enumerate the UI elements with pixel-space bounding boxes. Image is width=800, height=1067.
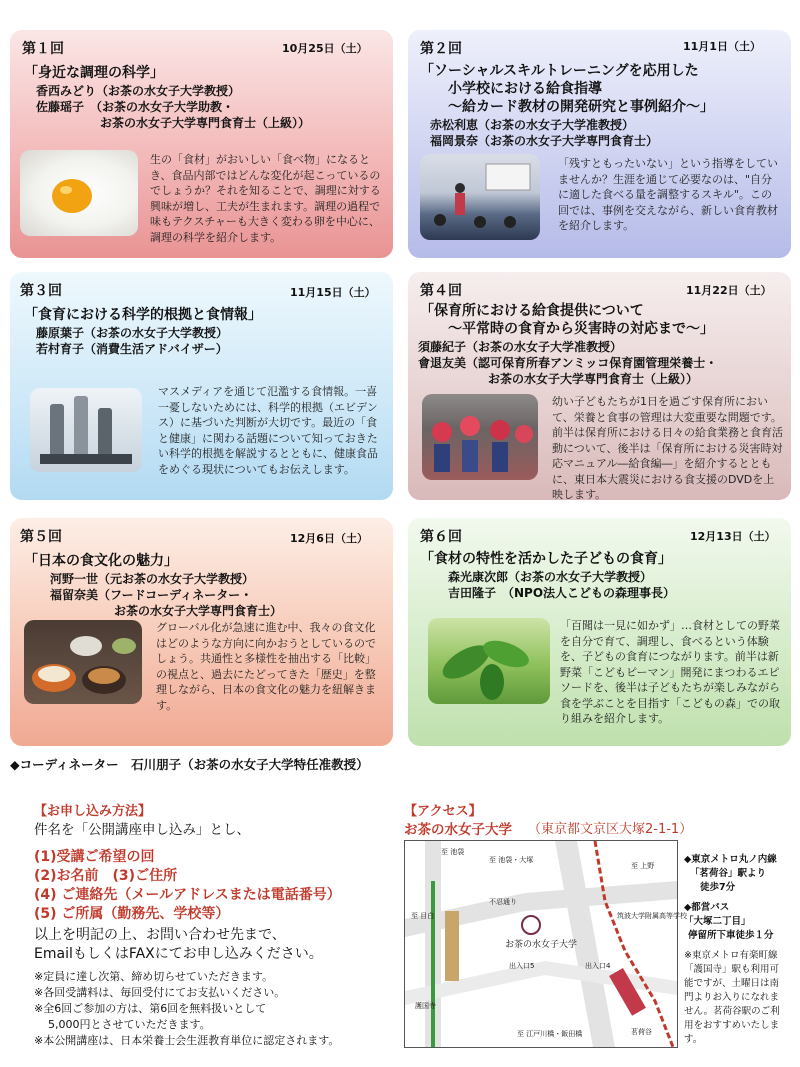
application-item-2: (2)お名前 (3)ご住所 [34, 868, 178, 884]
map-label: 護国寺 [415, 1002, 436, 1010]
speaker: 福岡景奈（お茶の水女子大学専門食育士） [430, 134, 659, 148]
session-title: 「保育所における給食提供について [420, 303, 644, 319]
access-address: （東京都文京区大塚2-1-1） [528, 822, 693, 837]
session-date: 11月15日（土） [290, 286, 376, 299]
session-title: ～給カード教材の開発研究と事例紹介～」 [448, 99, 714, 115]
speaker: 森光康次郎（お茶の水女子大学教授） [448, 570, 653, 584]
direction-line: ◆東京メトロ丸ノ内線 [684, 854, 777, 865]
access-note: 門よりお入りになれま [684, 992, 780, 1003]
access-note: ※東京メトロ有楽町線 [684, 950, 778, 961]
access-heading: 【アクセス】 [404, 804, 482, 819]
microscope-icon [30, 388, 142, 472]
session-date: 10月25日（土） [282, 42, 368, 55]
coordinator: ◆コーディネーター 石川朋子（お茶の水女子大学特任准教授） [10, 757, 369, 772]
session-number: 第４回 [420, 283, 462, 299]
session-date: 11月22日（土） [686, 284, 772, 297]
egg-yolk-icon [20, 150, 138, 236]
microscope-photo [30, 388, 142, 472]
map-label: 至 池袋 [441, 848, 465, 856]
meal-icon [24, 620, 142, 704]
session-description: 「残すともったいない」という指導をしていませんか？生涯を通じて必要なのは、"自分に適した食べる量を調整するスキル"。この回では、事例を交えながら、新しい食育教材を紹介します。 [558, 157, 778, 232]
session-description: グローバル化が急速に進む中、我々の食文化はどのような方向に向かおうとしているのでしょう。共通性と多様性を抽出する「比較」の視点と、過去にたどってきた「歴史」を整理しながら、日本の食文化の魅力を紐解きます。 [156, 621, 376, 712]
speaker: お茶の水女子大学専門食育士（上級）） [488, 372, 699, 386]
access-map [404, 840, 687, 1048]
access-note: 用をおすすめいたしま [684, 1020, 780, 1031]
application-note: ※本公開講座は、日本栄養士会生涯教育単位に認定されます。 [34, 1034, 340, 1047]
session-description: 「百聞は一見に如かず」…食材としての野菜を自分で育て、調理し、食べるという体験を、子どもの食育につながります。前半は新野菜「こどもピーマン」開発にまつわるエピソードを、後半は子どもたちが楽しみながら食を学ぶことを目指す「こどもの森」での取り組みを紹介します。 [560, 619, 780, 725]
speaker: 吉田隆子 （NPO法人こどもの森理事長） [448, 586, 676, 600]
speaker: お茶の水女子大学専門食育士） [114, 604, 283, 618]
application-item-5: (5) ご所属（勤務先、学校等） [34, 906, 230, 922]
map-label: 不忍通り [489, 898, 517, 906]
session-title: 「食育における科学的根拠と食情報」 [24, 307, 262, 323]
speaker: 藤原葉子（お茶の水女子大学教授） [36, 326, 229, 340]
session-title: 「身近な調理の科学」 [24, 65, 164, 81]
direction-line: 「大塚二丁目」 [684, 916, 751, 927]
speaker: 須藤紀子（お茶の水女子大学准教授） [418, 340, 623, 354]
direction-line: ◆都営バス [684, 902, 730, 913]
speaker: 赤松利恵（お茶の水女子大学准教授） [430, 118, 635, 132]
session-card-5 [10, 518, 393, 746]
session-date: 11月1日（土） [683, 40, 761, 53]
application-note: 5,000円とさせていただきます。 [48, 1018, 211, 1031]
session-card-1 [10, 30, 393, 258]
map-label-center: お茶の水女子大学 [505, 940, 578, 950]
session-number: 第２回 [420, 41, 462, 57]
speaker: 河野一世（元お茶の水女子大学教授） [50, 572, 255, 586]
access-note: 能ですが、土曜日は南 [684, 978, 780, 989]
classroom-icon [420, 154, 540, 240]
classroom-photo [420, 154, 540, 240]
speaker: 若村育子（消費生活アドバイザー） [36, 342, 228, 356]
application-heading: 【お申し込み方法】 [34, 804, 152, 819]
children-photo [422, 394, 538, 480]
session-title: 「日本の食文化の魅力」 [24, 553, 178, 569]
session-card-3 [10, 272, 393, 500]
direction-line: 「茗荷谷」駅より [690, 868, 767, 879]
speaker: 佐藤瑶子 （お茶の水女子大学助教・ [36, 100, 235, 114]
map-label: 至 池袋・大塚 [489, 856, 534, 864]
leaf-icon [428, 618, 550, 704]
session-description: 生の「食材」がおいしい「食べ物」になるとき、食品内部ではどんな変化が起こっているのでしょうか？それを知ることで、調理に対する興味が増し、工夫が生まれます。調理の過程で味もテクスチャーも大きく変わる卵を中心に、調理の科学を紹介します。 [150, 153, 381, 244]
japanese-meal-photo [24, 620, 142, 704]
session-number: 第６回 [420, 529, 462, 545]
map-label: 至 江戸川橋・飯田橋 [517, 1030, 583, 1038]
map-label: 出入口4 [585, 962, 611, 970]
session-title: 「食材の特性を活かした子どもの食育」 [420, 551, 672, 567]
application-note: ※定員に達し次第、締め切らせていただきます。 [34, 970, 274, 983]
access-note: せん。茗荷谷駅のご利 [684, 1006, 780, 1017]
session-card-2 [408, 30, 791, 258]
session-number: 第５回 [20, 529, 62, 545]
access-note: す。 [684, 1034, 703, 1045]
session-card-4 [408, 272, 791, 500]
direction-line: 停留所下車徒歩１分 [688, 930, 774, 941]
egg-photo [20, 150, 138, 236]
application-note: ※各回受講料は、毎回受付にてお支払いください。 [34, 986, 286, 999]
speaker: 福留奈美（フードコーディネーター・ [50, 588, 253, 602]
session-date: 12月13日（土） [690, 530, 776, 543]
session-date: 12月6日（土） [290, 532, 368, 545]
session-number: 第１回 [22, 41, 64, 57]
speaker: 會退友美（認可保育所春アンミッコ保育園管理栄養士・ [418, 356, 718, 370]
session-title: ～平常時の食育から災害時の対応まで～」 [448, 321, 714, 337]
access-university: お茶の水女子大学 [404, 822, 512, 838]
map-label: 至 上野 [631, 862, 655, 870]
pepper-plant-photo [428, 618, 550, 704]
application-closing: 以上を明記の上、お問い合わせ先まで、 [34, 927, 286, 943]
application-closing: EmailもしくはFAXにてお申し込みください。 [34, 946, 323, 962]
speaker: お茶の水女子大学専門食育士（上級）） [100, 116, 311, 130]
application-item-1: (1)受講ご希望の回 [34, 849, 155, 865]
session-description: 幼い子どもたちが1日を過ごす保育所において、栄養と食事の管理は大変重要な問題です。前半は保育所における日々の給食業務と食育活動について、後半は「保育所における災害時対応マニュアル―給食編―」を紹介するとともに、東日本大震災における食支援のDVDを上映します。 [552, 395, 783, 501]
speaker: 香西みどり（お茶の水女子大学教授） [36, 84, 241, 98]
session-card-6 [408, 518, 791, 746]
application-item-4: (4) ご連絡先（メールアドレスまたは電話番号） [34, 887, 341, 903]
application-note: ※全6回ご参加の方は、第6回を無料扱いとして [34, 1002, 267, 1015]
map-label: 至 目白 [411, 912, 435, 920]
map-label: 茗荷谷 [631, 1028, 652, 1036]
session-number: 第３回 [20, 283, 62, 299]
application-intro: 件名を「公開講座申し込み」とし、 [34, 822, 250, 838]
children-icon [422, 394, 538, 480]
access-note: 「護国寺」駅も利用可 [684, 964, 780, 975]
session-title: 「ソーシャルスキルトレーニングを応用した [420, 63, 699, 79]
direction-line: 徒歩7分 [700, 882, 736, 893]
session-title: 小学校における給食指導 [448, 81, 602, 97]
map-label: 出入口5 [509, 962, 535, 970]
map-label: 筑波大学附属高等学校 [617, 912, 687, 920]
session-description: マスメディアを通じて氾濫する食情報。一喜一憂しないためには、科学的根拠（エビデンス）に基づいた判断が大切です。最近の「食と健康」に関わる話題について知っておきたい科学的根拠を解説するとともに、健康食品をめぐる現状についてもお伝えします。 [158, 385, 378, 476]
